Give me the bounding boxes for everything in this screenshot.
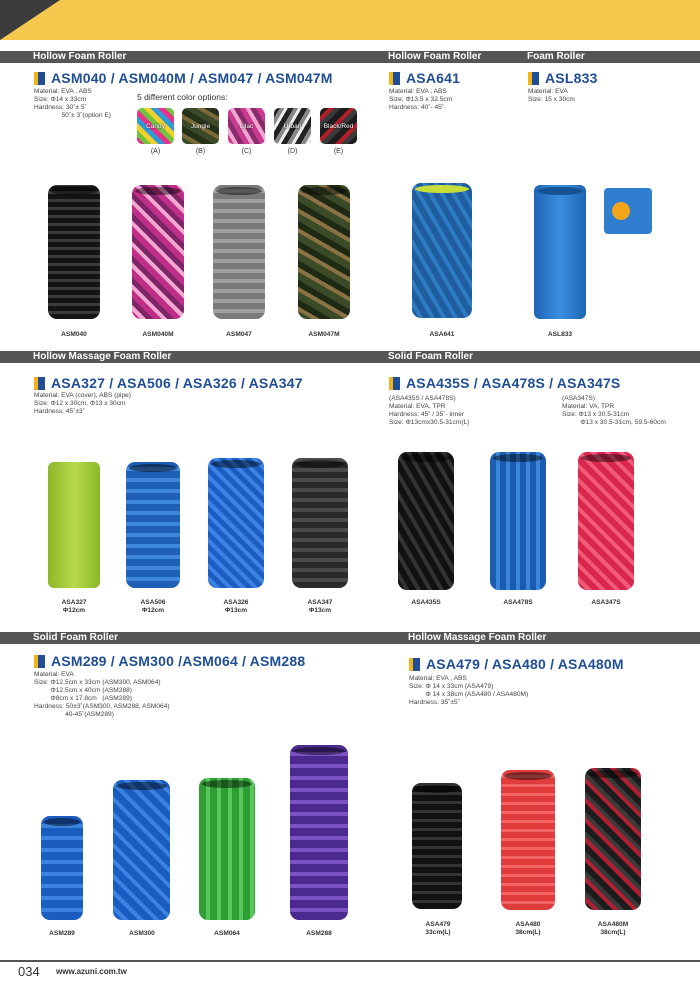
swatch-label: Urban — [283, 122, 302, 130]
section-label-hollow-massage: Hollow Massage Foam Roller — [33, 351, 172, 362]
section-bar-row3 — [0, 632, 700, 644]
heading-text: ASA435S / ASA478S / ASA347S — [406, 375, 621, 391]
product-image-asa506 — [126, 462, 180, 588]
heading-text: ASA327 / ASA506 / ASA326 / ASA347 — [51, 375, 303, 391]
product-label: ASA641 — [429, 331, 455, 338]
heading-flag-icon — [34, 377, 45, 390]
heading-text: ASA641 — [406, 70, 461, 86]
heading-text: ASA479 / ASA480 / ASA480M — [426, 656, 624, 672]
product-label: ASM047M — [308, 331, 340, 338]
swatch-label: Jungle — [190, 122, 211, 130]
product-image-asa480 — [501, 770, 555, 910]
product-image-asm040m — [132, 185, 184, 319]
product-label: ASA480 38cm(L) — [515, 921, 541, 936]
section-label-hollow-foam-roller-2: Hollow Foam Roller — [388, 51, 482, 62]
swatch-label: Black/Red — [323, 122, 354, 130]
product-image-asm288 — [290, 745, 348, 920]
product-label: ASA327 Φ12cm — [61, 599, 87, 614]
product-image-asm047 — [213, 185, 265, 319]
spec-asa327: Material: EVA (cover), ABS (pipe) Size: Φ12 x 30cm, Φ13 x 30cm Hardness: 45˚±3˚ — [34, 392, 131, 416]
swatch-caption: (B) — [195, 148, 206, 155]
product-label: ASA479 33cm(L) — [425, 921, 451, 936]
product-label: ASL833 — [547, 331, 573, 338]
product-label: ASM288 — [306, 930, 332, 937]
product-detail-asl833 — [604, 188, 652, 234]
swatch-caption: (E) — [333, 148, 344, 155]
heading-flag-icon — [34, 72, 45, 85]
swatch-candy — [137, 108, 174, 144]
heading-asl833 — [528, 70, 598, 86]
section-bar-row2 — [0, 351, 700, 363]
product-image-asa347 — [292, 458, 348, 588]
top-corner-shape — [0, 0, 60, 40]
section-bar-row1 — [0, 51, 700, 63]
heading-text: ASM040 / ASM040M / ASM047 / ASM047M — [51, 70, 333, 86]
heading-asa435s — [389, 375, 620, 391]
product-label: ASM289 — [49, 930, 75, 937]
section-label-foam-roller: Foam Roller — [527, 51, 585, 62]
heading-flag-icon — [409, 658, 420, 671]
product-label: ASA506 Φ12cm — [140, 599, 166, 614]
product-image-asm047m — [298, 185, 350, 319]
spec-asm289: Material: EVA Size: Φ12.5cm x 33cm (ASM300, ASM064) Φ12.5cm x 40cm (ASM288) Φ8cm x 17.8cm (ASM289) Hardness: 50±3˚(ASM300, ASM288, ASM064) 40-45˚(ASM289) — [34, 671, 170, 719]
product-image-asa327 — [48, 462, 100, 588]
heading-flag-icon — [528, 72, 539, 85]
spec-asa347s: (ASA347S) Material: VA, TPR Size: Φ13 x 30.5-31cm Φ13 x 30.5-31cm, 59.5-60cm — [562, 395, 666, 427]
heading-asa479 — [409, 656, 624, 672]
page-number: 034 — [18, 964, 40, 979]
top-decorative-band — [0, 0, 700, 40]
spec-asm040: Material: EVA , ABS Size: Φ14 x 33cm Hardness: 30˚± 5˚ 50˚± 3˚(option E) — [34, 88, 111, 120]
product-label: ASA435S — [411, 599, 441, 606]
product-label: ASA347S — [591, 599, 621, 606]
swatch-caption: (D) — [287, 148, 298, 155]
product-label: ASM064 — [214, 930, 240, 937]
spec-asa479: Material: EVA , ABS Size: Φ 14 x 33cm (ASA479) Φ 14 x 38cm (ASA480 / ASA480M) Hardness: 35˚±5˚ — [409, 675, 529, 707]
section-label-hollow-foam-roller: Hollow Foam Roller — [33, 51, 127, 62]
color-options-title: 5 different color options: — [137, 92, 228, 102]
product-label: ASM047 — [226, 331, 252, 338]
product-image-asm064 — [199, 778, 255, 920]
product-image-asm289 — [41, 816, 83, 920]
heading-flag-icon — [34, 655, 45, 668]
product-label: ASM300 — [129, 930, 155, 937]
product-image-asa480m — [585, 768, 641, 910]
swatch-urban — [274, 108, 311, 144]
product-image-asm300 — [113, 780, 170, 920]
product-image-asa479 — [412, 783, 462, 909]
product-label: ASA347 Φ13cm — [307, 599, 333, 614]
heading-text: ASL833 — [545, 70, 598, 86]
product-image-asa478s — [490, 452, 546, 590]
swatch-label: Lilac — [239, 122, 254, 130]
product-label: ASA478S — [503, 599, 533, 606]
heading-flag-icon — [389, 72, 400, 85]
heading-text: ASM289 / ASM300 /ASM064 / ASM288 — [51, 653, 306, 669]
swatch-caption: (A) — [150, 148, 161, 155]
swatch-label: Candy — [146, 122, 165, 130]
product-label: ASA326 Φ13cm — [223, 599, 249, 614]
product-label: ASM040 — [61, 331, 87, 338]
heading-asa327 — [34, 375, 303, 391]
footer-divider — [0, 960, 700, 962]
product-label: ASA480M 38cm(L) — [597, 921, 629, 936]
section-label-solid-foam: Solid Foam Roller — [388, 351, 474, 362]
product-image-asl833 — [534, 185, 586, 319]
spec-asa641: Material: EVA , ABS Size: Φ13.5 x 32.5cm Hardness: 40˚- 45˚ — [389, 88, 453, 112]
product-image-asm040 — [48, 185, 100, 319]
product-image-asa326 — [208, 458, 264, 588]
swatch-jungle — [182, 108, 219, 144]
spec-asa435s: (ASA435S / ASA478S) Material: EVA, TPR Hardness: 45˚ / 35˚- inner Size: Φ13cmx30.5-31cm(L) — [389, 395, 470, 427]
product-image-asa347s — [578, 452, 634, 590]
spec-asl833: Material: EVA Size: 15 x 30cm — [528, 88, 575, 104]
heading-flag-icon — [389, 377, 400, 390]
section-label-solid-foam-2: Solid Foam Roller — [33, 632, 119, 643]
footer-url: www.azuni.com.tw — [56, 967, 127, 976]
heading-asm040 — [34, 70, 333, 86]
product-label: ASM040M — [142, 331, 174, 338]
heading-asm289 — [34, 653, 305, 669]
swatch-caption: (C) — [241, 148, 252, 155]
heading-asa641 — [389, 70, 460, 86]
product-image-asa435s — [398, 452, 454, 590]
swatch-lilac — [228, 108, 265, 144]
page-footer — [0, 958, 700, 989]
product-image-asa641 — [412, 183, 472, 318]
section-label-hollow-massage-2: Hollow Massage Foam Roller — [408, 632, 547, 643]
swatch-black-red — [320, 108, 357, 144]
